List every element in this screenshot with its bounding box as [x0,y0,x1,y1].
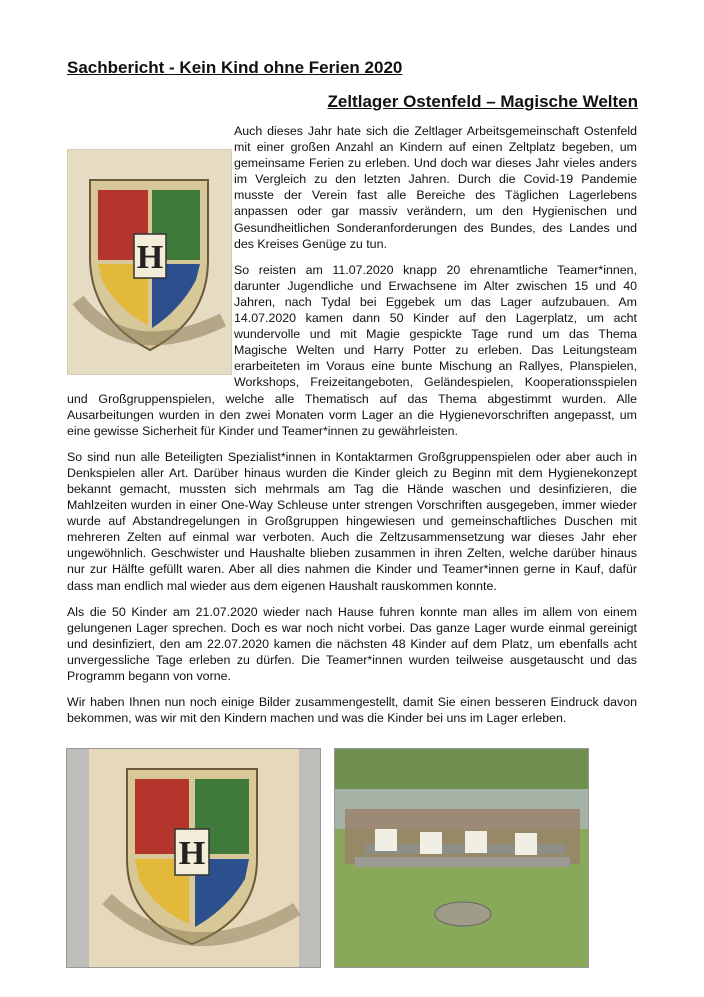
crest-parchment [67,149,232,375]
paragraph-4: Als die 50 Kinder am 21.07.2020 wieder nach Hause fuhren konnte man alles im allem von einem gelungenen Lager sprechen. Doch es war noch nicht vorbei. Das ganze Lager wurde einmal gereinigt und desinfiziert, den am 22.07.2020 kamen die nächsten 48 Kinder auf dem Platz, um ebenfalls acht unvergessliche Tage erleben zu dürfen. Die Teamer*innen wurden teilweise ausgetauscht und das Programm begann von vorne. [67,604,637,683]
paragraph-1-text: Auch dieses Jahr hate sich die Zeltlager Arbeitsgemeinschaft Ostenfeld mit einer großen Anzahl an Kindern auf einen Zeltplatz begeben, um gemeinsame Ferien zu erleben. Und doch war dieses Jahr vieles anders im Vergleich zu den letzten Jahren. Durch die Covid-19 Pandemie musste der Verein fast alle Bereiche des Täglichen Lagerlebens anpassen oder gar massiv verändern, um den Hygienischen und Gesundheitlichen Sonderanforderungen des Bundes, des Landes und des Kreises Genüge zu tun. [234,124,637,251]
paragraph-1 [67,123,637,276]
crest-photo-graphic [67,749,320,967]
svg-text:H: H [136,239,164,276]
camp-photo-graphic [335,749,588,967]
paragraph-2: So reisten am 11.07.2020 knapp 20 ehrenamtliche Teamer*innen, darunter Jugendliche und Erwachsene im Alter zwischen 15 und 40 Jahren, nach Tydal bei Eggebek um das Lager aufzubauen. Am 14.07.2020 kamen dann 50 Kinder auf den Lagerplatz, um acht wundervolle und mit Magie gespickte Tage rund um das Thema Magische Welten und Harry Potter zu erleben. Das Leitungsteam erarbeiteten im Voraus eine bunte Mischung an Rallyes, Planspielen, Workshops, Freizeitangeboten, Geländespielen, Kooperationsspielen und Großgruppenspielen, welche alle Thematisch auf das Thema abgestimmt wurden. Alle Ausarbeitungen wurden in den zwei Monaten vorm Lager an die Hygienevorschriften angepasst, um eine gewisse Sicherheit für Kinder und Teamer*innen zu gewährleisten. [67,262,637,438]
page-title: Sachbericht - Kein Kind ohne Ferien 2020 [67,58,403,77]
crest-icon [68,150,232,375]
camp-group-photo [334,748,589,968]
page-subtitle: Zeltlager Ostenfeld – Magische Welten [327,92,638,111]
crest-image-inline [67,149,232,375]
body-text [67,123,637,736]
paragraph-5: Wir haben Ihnen nun noch einige Bilder zusammengestellt, damit Sie einen besseren Eindruck davon bekommen, was wir mit den Kindern machen und was die Kinder bei uns im Lager erleben. [67,695,637,726]
crest-photo [66,748,321,968]
paragraph-3: So sind nun alle Beteiligten Spezialist*innen in Kontaktarmen Großgruppenspielen oder aber auch in Denkspielen aller Art. Darüber hinaus wurden die Kinder gleich zu Beginn mit dem Hygienekonzept bekannt gemacht, mussten sich mehrmals am Tag die Hände waschen und desinfizieren, die Mahlzeiten wurden in einer One-Way Schleuse unter strengen Vorschriften ausgegeben, immer wieder wurde auf Abstandregelungen in Großgruppen hingewiesen und gemeinschaftliches Duschen mit mehreren Zelten auf einmal war verboten. Auch die Zeltzusammensetzung war dieses Jahr eher ungewöhnlich. Geschwister und Haushalte blieben zusammen in ihren Zelten, welche darüber hinaus nur zur Hälfte gefüllt waren. Aber all dies nahmen die Kinder und Teamer*innen gerne in Kauf, dafür dass man endlich mal wieder aus dem eigenen Haushalt rauskommen konnte. [67,449,637,593]
svg-text:H: H [178,835,206,872]
